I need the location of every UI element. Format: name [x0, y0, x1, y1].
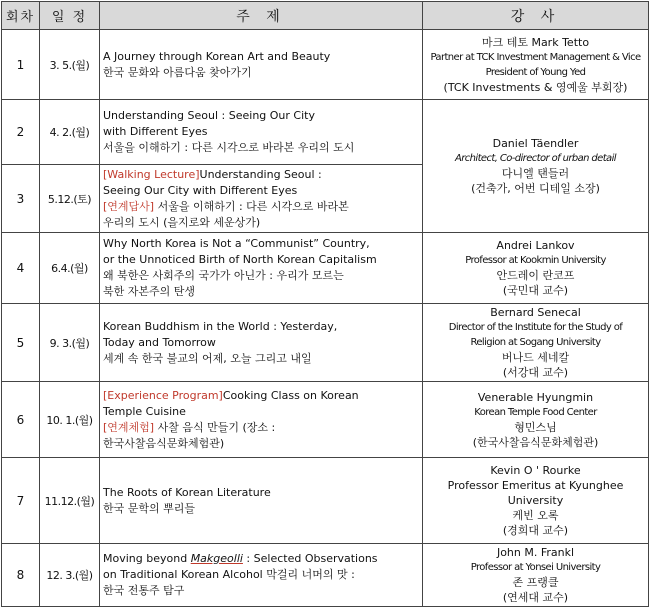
header-topic: 주 제: [100, 2, 423, 30]
speaker-name: Kevin O ' Rourke: [490, 464, 581, 477]
table-row: [2, 30, 649, 100]
speaker-info: [423, 544, 649, 607]
lecture-topic: [100, 304, 423, 382]
topic-korean: 한국 문학의 뿌리들: [103, 501, 196, 515]
table-row: [2, 458, 649, 544]
speaker-name: 마크 테토 Mark Tetto: [481, 35, 590, 49]
speaker-title: President of Young Yed: [485, 66, 586, 78]
speaker-info: [423, 304, 649, 382]
speaker-info: [423, 458, 649, 544]
speaker-name-korean: 안드레이 란코프: [496, 269, 575, 282]
round-number: 2: [2, 100, 40, 165]
topic-english: Cooking Class on Korean: [222, 388, 359, 402]
lecture-topic: [100, 233, 423, 304]
topic-english: A Journey through Korean Art and Beauty: [103, 49, 331, 63]
speaker-name: Daniel Täendler: [492, 137, 579, 150]
topic-english: Moving beyond: [103, 552, 191, 565]
speaker-title: Director of the Institute for the Study of: [448, 322, 623, 333]
topic-korean: 한국 전통주 탐구: [103, 584, 185, 597]
speaker-name: John M. Frankl: [496, 546, 575, 559]
field-trip-tag: [연계답사]: [103, 199, 155, 213]
lecture-date: 5.12.(토): [40, 165, 100, 233]
speaker-title: Professor at Yonsei University: [470, 562, 601, 573]
lecture-date: 11.12.(월): [40, 458, 100, 544]
lecture-topic: [100, 30, 423, 100]
topic-korean: 세계 속 한국 불교의 어제, 오늘 그리고 내일: [103, 351, 312, 365]
speaker-name: Andrei Lankov: [496, 239, 575, 252]
topic-english: Today and Tomorrow: [103, 335, 216, 349]
topic-korean: 서울을 이해하기 : 다른 시각으로 바라본 우리의 도시: [103, 141, 355, 154]
speaker-title: Professor Emeritus at Kyunghee: [447, 479, 624, 492]
table-row: [2, 304, 649, 382]
speaker-title: University: [507, 494, 564, 507]
speaker-name: Venerable Hyungmin: [477, 390, 594, 404]
topic-english: Seeing Our City with Different Eyes: [103, 183, 298, 197]
speaker-title: Professor at Kookmin University: [465, 255, 606, 266]
speaker-affiliation: (경희대 교수): [502, 524, 569, 537]
round-number: 6: [2, 382, 40, 458]
topic-korean: 서울을 이해하기 : 다른 시각으로 바라본: [154, 199, 349, 213]
topic-english: or the Unnoticed Birth of North Korean Capitalism: [103, 253, 377, 266]
topic-korean: 북한 자본주의 탄생: [103, 285, 196, 298]
speaker-info: [423, 233, 649, 304]
topic-korean: 사찰 음식 만들기 (장소 :: [154, 420, 276, 434]
speaker-affiliation: (한국사찰음식문화체험관): [472, 435, 599, 449]
lecture-date: 4. 2.(월): [40, 100, 100, 165]
topic-mixed: on Traditional Korean Alcohol 막걸리 너머의 맛 :: [103, 568, 355, 581]
hands-on-tag: [연계체험]: [103, 420, 155, 434]
lecture-topic: [100, 100, 423, 165]
lecture-topic: [100, 458, 423, 544]
speaker-title: Religion at Sogang University: [470, 337, 601, 348]
lecture-date: 3. 5.(월): [40, 30, 100, 100]
header-date: 일 정: [40, 2, 100, 30]
table-row: [2, 544, 649, 607]
speaker-name-korean: 존 프랭클: [512, 576, 559, 589]
topic-korean: 우리의 도시 (을지로와 세운상가): [103, 215, 261, 229]
round-number: 8: [2, 544, 40, 607]
lecture-topic: [100, 382, 423, 458]
header-row: [2, 2, 649, 30]
topic-english: The Roots of Korean Literature: [103, 485, 271, 499]
topic-english: Understanding Seoul :: [199, 167, 322, 181]
header-speaker: 강 사: [423, 2, 649, 30]
lecture-date: 6.4.(월): [40, 233, 100, 304]
lecture-date: 12. 3.(월): [40, 544, 100, 607]
topic-english: with Different Eyes: [103, 125, 208, 138]
topic-english: Korean Buddhism in the World : Yesterday,: [103, 319, 338, 333]
topic-korean: 한국 문화와 아름다움 찾아가기: [103, 65, 252, 79]
speaker-title: Partner at TCK Investment Management & Vice: [430, 51, 641, 63]
lecture-topic: [100, 544, 423, 607]
topic-english: Understanding Seoul : Seeing Our City: [103, 109, 315, 122]
speaker-affiliation: (건축가, 어번 디테일 소장): [471, 182, 600, 195]
speaker-affiliation: (서강대 교수): [502, 366, 569, 379]
walking-lecture-tag: [Walking Lecture]: [103, 167, 200, 181]
topic-korean: 한국사찰음식문화체험관): [103, 436, 225, 450]
topic-english: Why North Korea is Not a “Communist” Country,: [103, 237, 370, 250]
speaker-info: [423, 100, 649, 233]
speaker-info: [423, 30, 649, 100]
speaker-name-korean: 버나드 세네칼: [501, 351, 570, 364]
experience-program-tag: [Experience Program]: [103, 388, 223, 402]
round-number: 5: [2, 304, 40, 382]
round-number: 3: [2, 165, 40, 233]
lecture-topic: [100, 165, 423, 233]
speaker-title: Korean Temple Food Center: [474, 406, 597, 418]
speaker-affiliation: (TCK Investments & 영예울 부회장): [443, 80, 628, 94]
round-number: 7: [2, 458, 40, 544]
table-row: [2, 100, 649, 165]
round-number: 1: [2, 30, 40, 100]
topic-english: Temple Cuisine: [103, 404, 186, 418]
lecture-date: 9. 3.(월): [40, 304, 100, 382]
round-number: 4: [2, 233, 40, 304]
topic-english: : Selected Observations: [242, 552, 378, 565]
table-row: [2, 382, 649, 458]
makgeolli-term: Makgeolli: [190, 552, 243, 565]
speaker-name-korean: 케빈 오록: [512, 509, 559, 522]
speaker-title: Architect, Co-director of urban detail: [455, 153, 616, 164]
speaker-affiliation: (국민대 교수): [502, 284, 569, 297]
speaker-affiliation: (연세대 교수): [502, 591, 569, 604]
speaker-name-korean: 형민스님: [514, 420, 557, 434]
table-row: [2, 233, 649, 304]
lecture-schedule-table: [1, 1, 649, 607]
speaker-info: [423, 382, 649, 458]
speaker-name: Bernard Senecal: [490, 306, 581, 319]
speaker-name-korean: 다니엘 탠들러: [501, 167, 570, 180]
lecture-date: 10. 1.(월): [40, 382, 100, 458]
topic-korean: 왜 북한은 사회주의 국가가 아닌가 : 우리가 모르는: [103, 269, 344, 282]
header-round: 회차: [2, 2, 40, 30]
